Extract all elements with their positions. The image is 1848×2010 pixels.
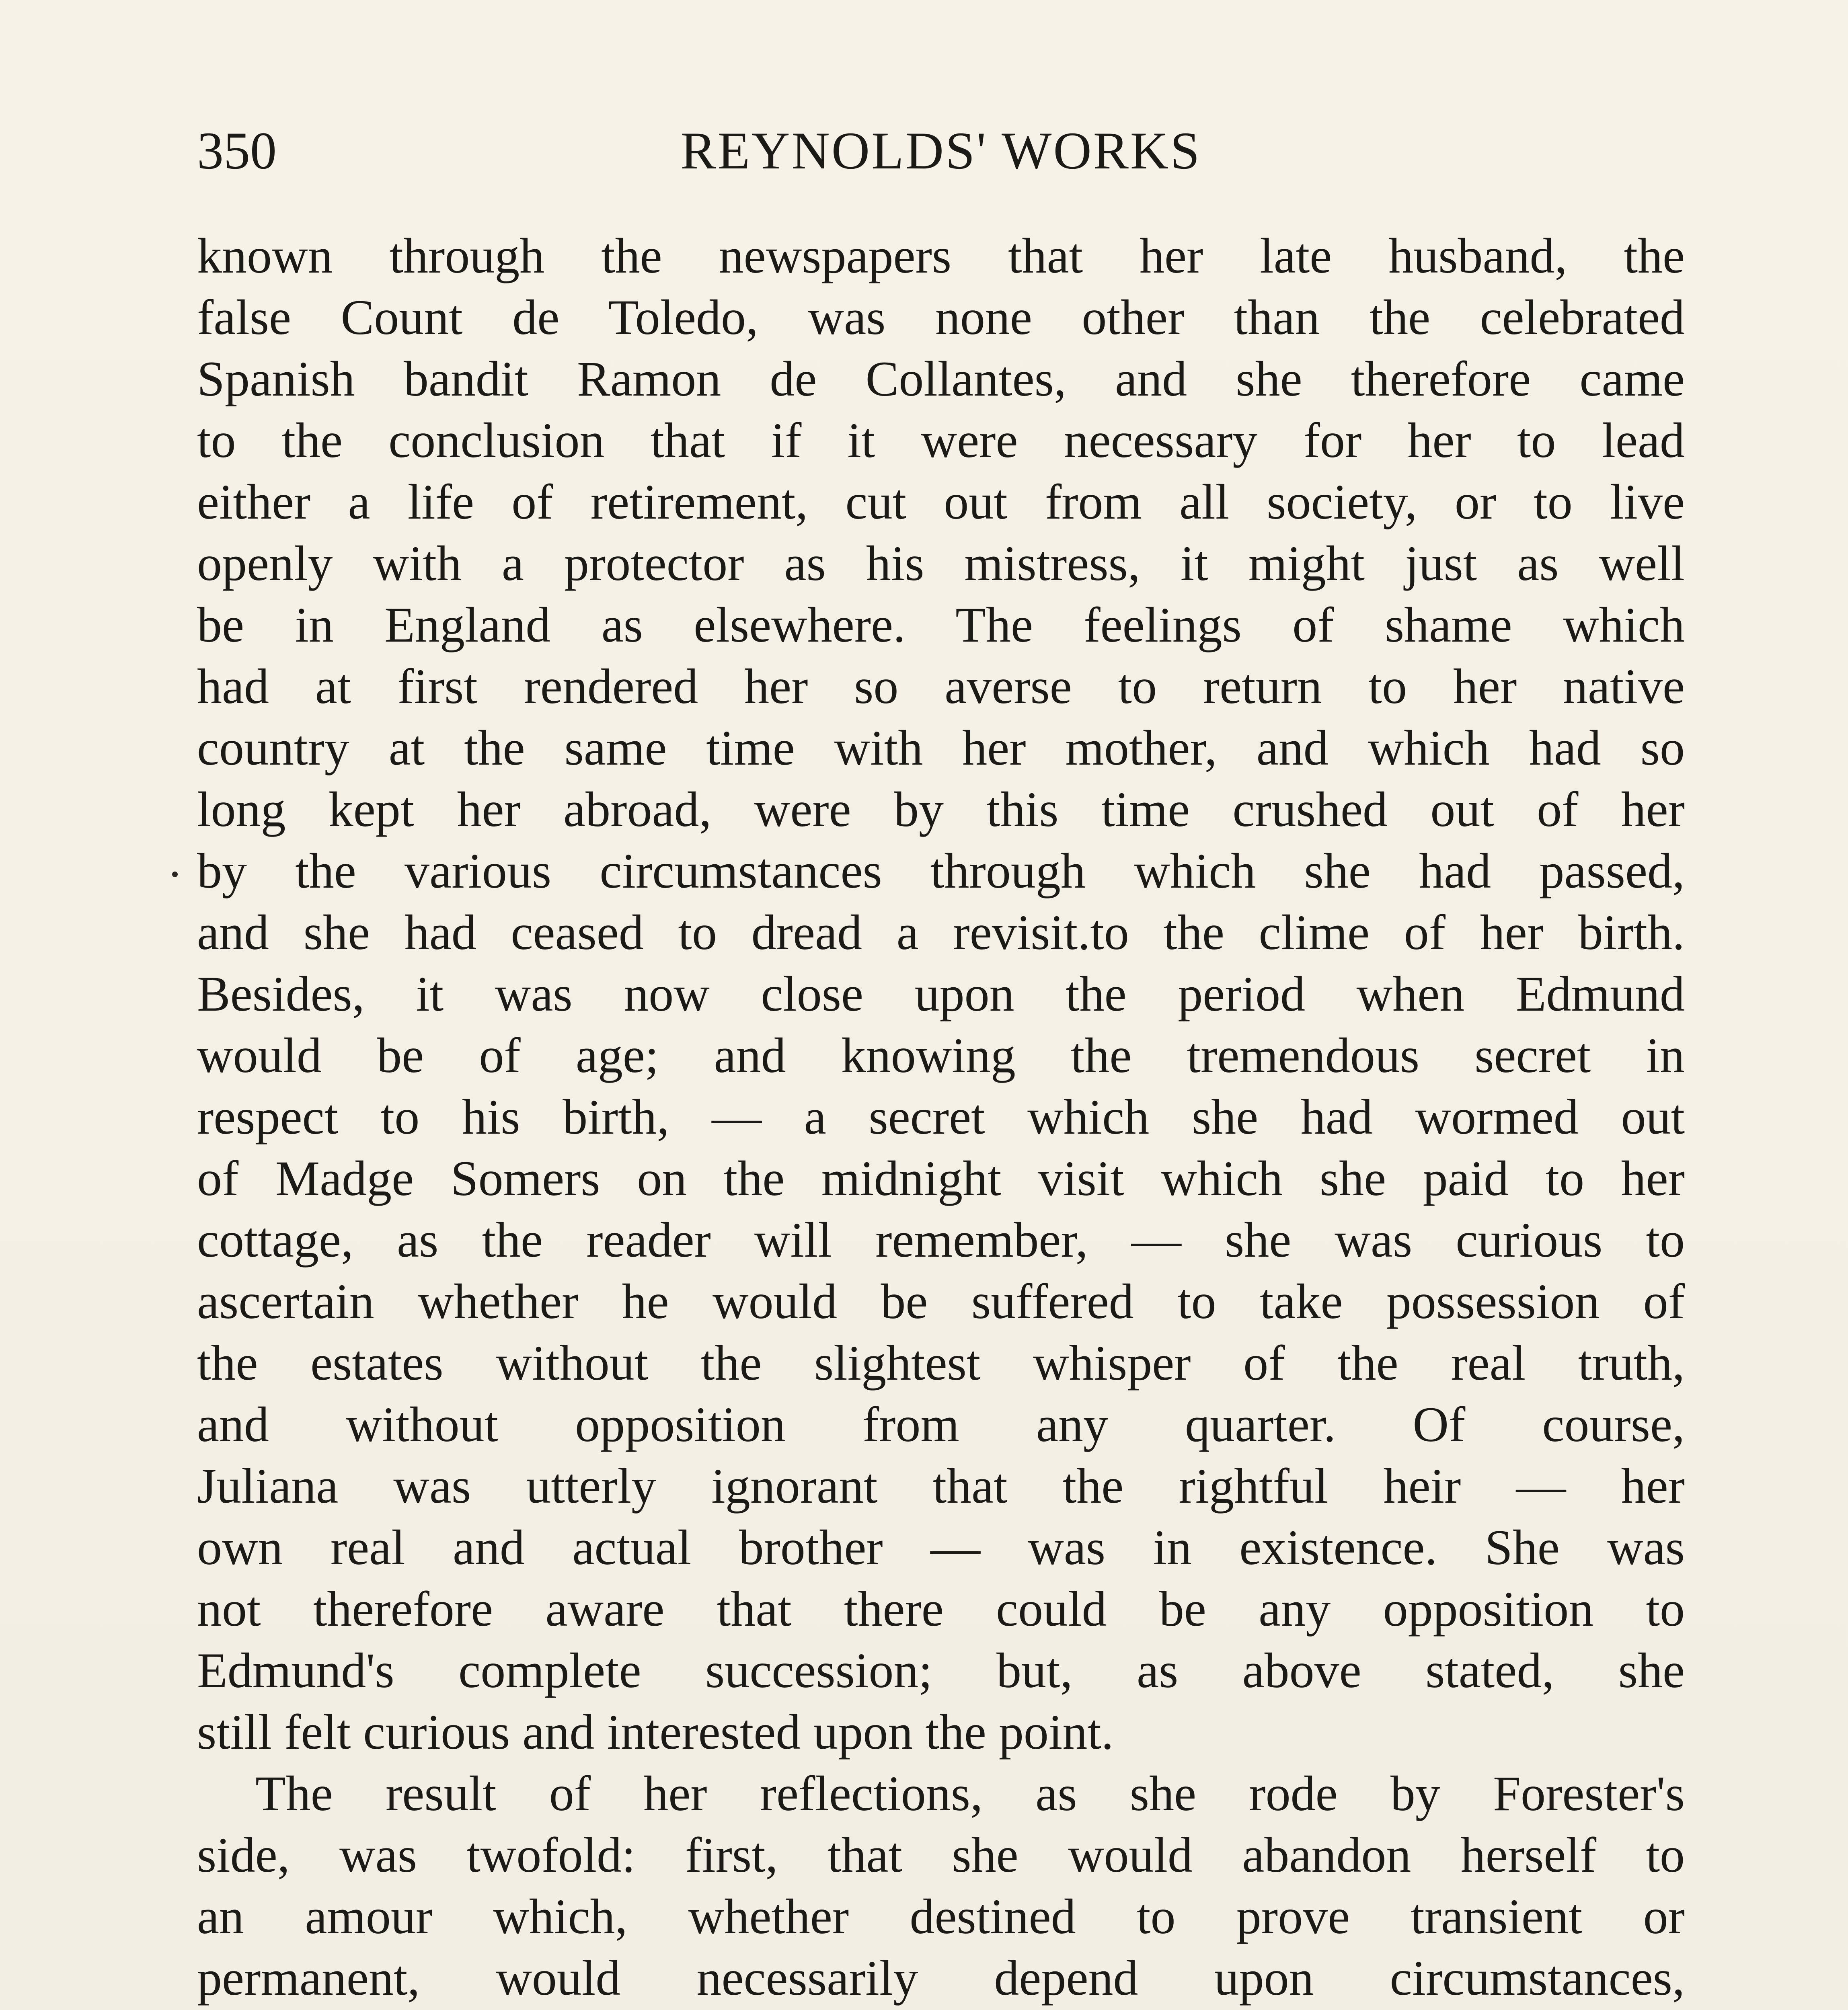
paragraph [197,1763,1685,2010]
text-line: be in England as elsewhere. The feelings of shame which [197,597,1685,652]
text-line: permanent, would necessarily depend upon circumstances, [197,1951,1685,2006]
text-line: of Madge Somers on the midnight visit which she paid to her [197,1151,1685,1206]
text-line: not therefore aware that there could be any opposition to [197,1581,1685,1637]
text-line: Besides, it was now close upon the period when Edmund [197,966,1685,1021]
text-line: either a life of retirement, cut out from all society, or to live [197,474,1685,529]
text-line: false Count de Toledo, was none other than the celebrated [197,290,1685,345]
text-line: Edmund's complete succession; but, as above stated, she [197,1643,1685,1698]
page-header [197,113,1685,189]
page-number: 350 [197,121,277,180]
body-text [197,225,1685,2010]
text-line: Spanish bandit Ramon de Collantes, and she therefore came [197,351,1685,406]
text-line: side, was twofold: first, that she would abandon herself to [197,1827,1685,1883]
text-line: the estates without the slightest whisper of the real truth, [197,1335,1685,1391]
running-title: REYNOLDS' WORKS [680,121,1201,180]
text-line: openly with a protector as his mistress, it might just as well [197,536,1685,591]
text-line: known through the newspapers that her late husband, the [197,228,1685,283]
text-line: and she had ceased to dread a revisit.to the clime of her birth. [197,905,1685,960]
text-line: The result of her reflections, as she rode by Forester's [255,1766,1685,1821]
text-line: respect to his birth, — a secret which she had wormed out [197,1089,1685,1144]
text-line: still felt curious and interested upon the point. [197,1704,1114,1760]
text-line: country at the same time with her mother, and which had so [197,720,1685,775]
text-line: had at first rendered her so averse to return to her native [197,659,1685,714]
text-line: by the various circumstances through which she had passed, [197,843,1685,898]
paragraph [197,225,1685,1763]
margin-speck [172,872,178,877]
text-line: would be of age; and knowing the tremendous secret in [197,1028,1685,1083]
text-line: to the conclusion that if it were necessary for her to lead [197,413,1685,468]
text-line: and without opposition from any quarter. Of course, [197,1397,1685,1452]
text-line: an amour which, whether destined to prove transient or [197,1889,1685,1944]
text-line: own real and actual brother — was in existence. She was [197,1520,1685,1575]
text-line: Juliana was utterly ignorant that the rightful heir — her [197,1458,1685,1514]
text-line: ascertain whether he would be suffered to take possession of [197,1274,1685,1329]
text-line: long kept her abroad, were by this time crushed out of her [197,782,1685,837]
text-line: cottage, as the reader will remember, — she was curious to [197,1212,1685,1268]
